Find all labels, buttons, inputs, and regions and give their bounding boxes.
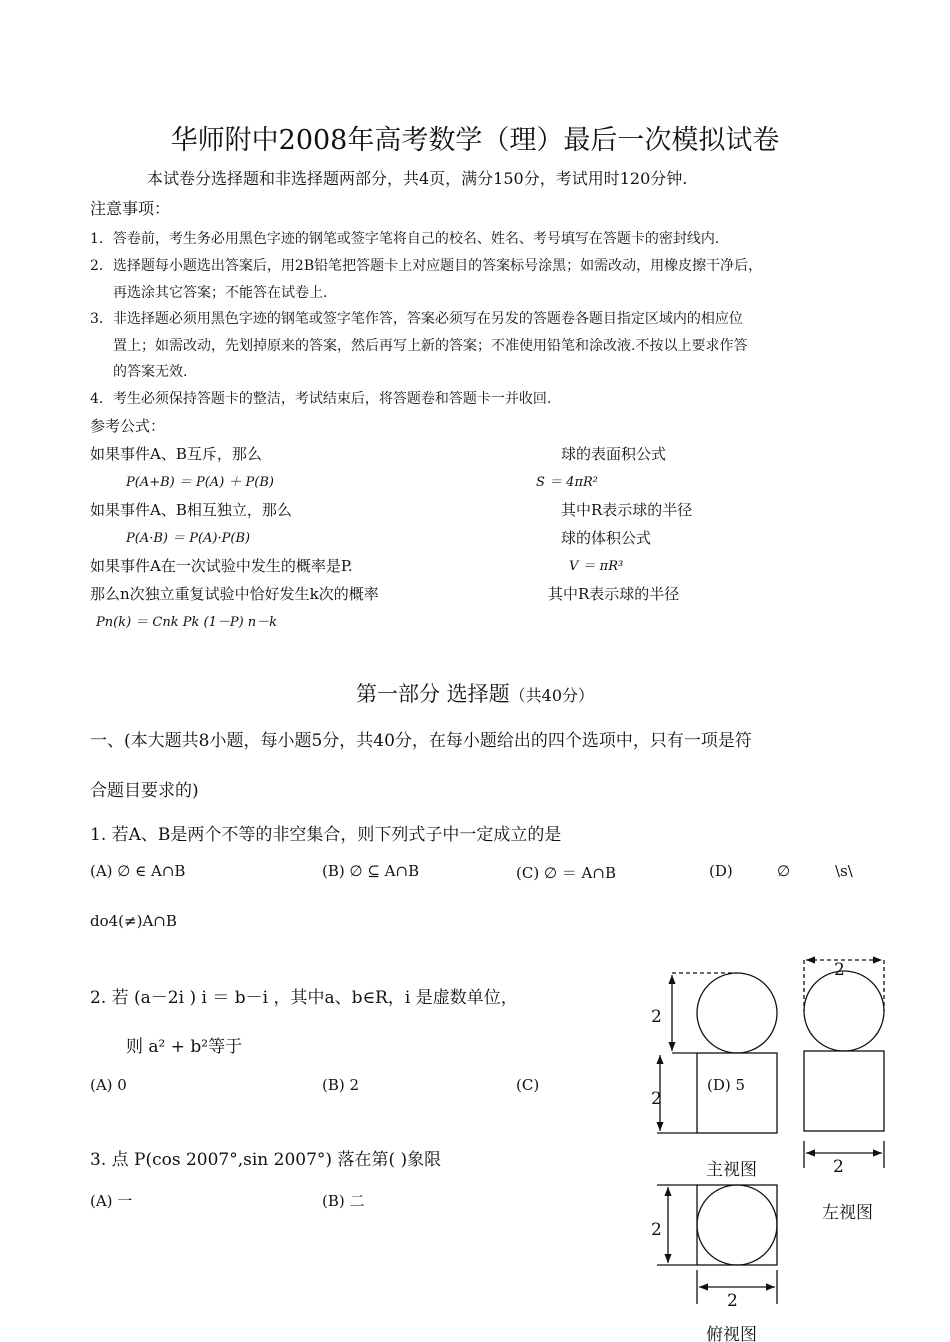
option-a: (A) ∅ ∈ A∩B: [90, 862, 186, 880]
dimension-label: 2: [651, 1220, 662, 1240]
top-view-circle: [697, 1185, 777, 1265]
option-d: (D): [709, 862, 733, 880]
formula-left: Pn(k) ＝ Cnk Pk (1－P) n－k: [96, 615, 278, 630]
formula-left: P(A+B) ＝ P(A) ＋ P(B): [126, 475, 274, 490]
question-stem: 则 a² + b²等于: [126, 1037, 243, 1057]
option-a: (A) 0: [90, 1076, 127, 1094]
formula-right: 球的表面积公式: [561, 445, 667, 463]
front-view-label: 主视图: [706, 1160, 757, 1180]
option-b: (B) 2: [322, 1076, 360, 1094]
front-view-sphere: [697, 973, 777, 1053]
notice-item: 3．非选择题必须用黑色字迹的钢笔或签字笔作答，答案必须写在另发的答题卷各题目指定区域内的相应位: [90, 311, 743, 327]
formula-left: 如果事件A、B相互独立，那么: [90, 501, 292, 519]
notice-item: 再选涂其它答案；不能答在试卷上.: [113, 285, 328, 301]
option-a: (A) 一: [90, 1192, 133, 1210]
field-code-text: \s\: [835, 862, 853, 880]
side-view-cube: [804, 1051, 884, 1131]
notice-item: 4．考生必须保持答题卡的整洁，考试结束后，将答题卷和答题卡一并收回.: [90, 391, 552, 407]
page-title: 华师附中2008年高考数学（理）最后一次模拟试卷: [170, 125, 780, 156]
option-c: (C) ∅ ＝ A∩B: [516, 864, 616, 882]
question-stem: 1. 若A、B是两个不等的非空集合，则下列式子中一定成立的是: [90, 825, 562, 845]
notice-item: 1．答卷前，考生务必用黑色字迹的钢笔或签字笔将自己的校名、姓名、考号填写在答题卡的密封线内.: [90, 231, 720, 247]
formula-left: 如果事件A、B互斥，那么: [90, 445, 262, 463]
formula-right: 其中R表示球的半径: [561, 501, 693, 519]
dimension-label: 2: [834, 960, 845, 980]
dimension-label: 2: [651, 1089, 662, 1109]
question-stem: 2. 若 (a－2i ) i ＝ b－i ，其中a、b∈R，i 是虚数单位，: [90, 988, 518, 1008]
section-instruction: 一、(本大题共8小题，每小题5分，共40分，在每小题给出的四个选项中，只有一项是符: [90, 731, 752, 751]
section-instruction: 合题目要求的): [90, 781, 199, 801]
side-view-sphere: [804, 971, 884, 1051]
formula-right: V ＝ πR³: [569, 559, 624, 574]
notice-item: 2．选择题每小题选出答案后，用2B铅笔把答题卡上对应题目的答案标号涂黑；如需改动，用橡皮擦干净后，: [90, 258, 763, 274]
dimension-label: 2: [651, 1007, 662, 1027]
side-view-label: 左视图: [822, 1203, 873, 1223]
option-d: (D) 5: [707, 1076, 746, 1094]
formula-right: S ＝ 4πR²: [536, 475, 598, 490]
option-b: (B) 二: [322, 1192, 365, 1210]
formula-right: 其中R表示球的半径: [548, 585, 680, 603]
notice-item: 置上；如需改动，先划掉原来的答案，然后再写上新的答案；不准使用铅笔和涂改液.不按以上要求作答: [113, 338, 748, 354]
formula-left: P(A·B) ＝ P(A)·P(B): [126, 531, 251, 546]
option-b: (B) ∅ ⊆ A∩B: [322, 862, 420, 880]
formula-heading: 参考公式：: [90, 417, 166, 435]
notice-heading: 注意事项：: [90, 199, 171, 218]
formula-left: 如果事件A在一次试验中发生的概率是P.: [90, 557, 353, 575]
formula-right: 球的体积公式: [561, 529, 652, 547]
dimension-label: 2: [727, 1291, 738, 1311]
formula-left: 那么n次独立重复试验中恰好发生k次的概率: [90, 585, 379, 603]
section-title: 第一部分 选择题（共40分）: [355, 682, 595, 706]
empty-set-symbol: ∅: [777, 862, 791, 880]
front-view-cube: [697, 1053, 777, 1133]
top-view-label: 俯视图: [706, 1325, 757, 1342]
question-stem: 3. 点 P(cos 2007°,sin 2007°) 落在第( )象限: [90, 1150, 442, 1170]
field-code-text: do4(≠)A∩B: [90, 912, 177, 930]
intro-text: 本试卷分选择题和非选择题两部分，共4页，满分150分，考试用时120分钟.: [147, 169, 688, 188]
dimension-label: 2: [833, 1157, 844, 1177]
option-c: (C): [516, 1076, 540, 1094]
notice-item: 的答案无效.: [113, 364, 188, 380]
